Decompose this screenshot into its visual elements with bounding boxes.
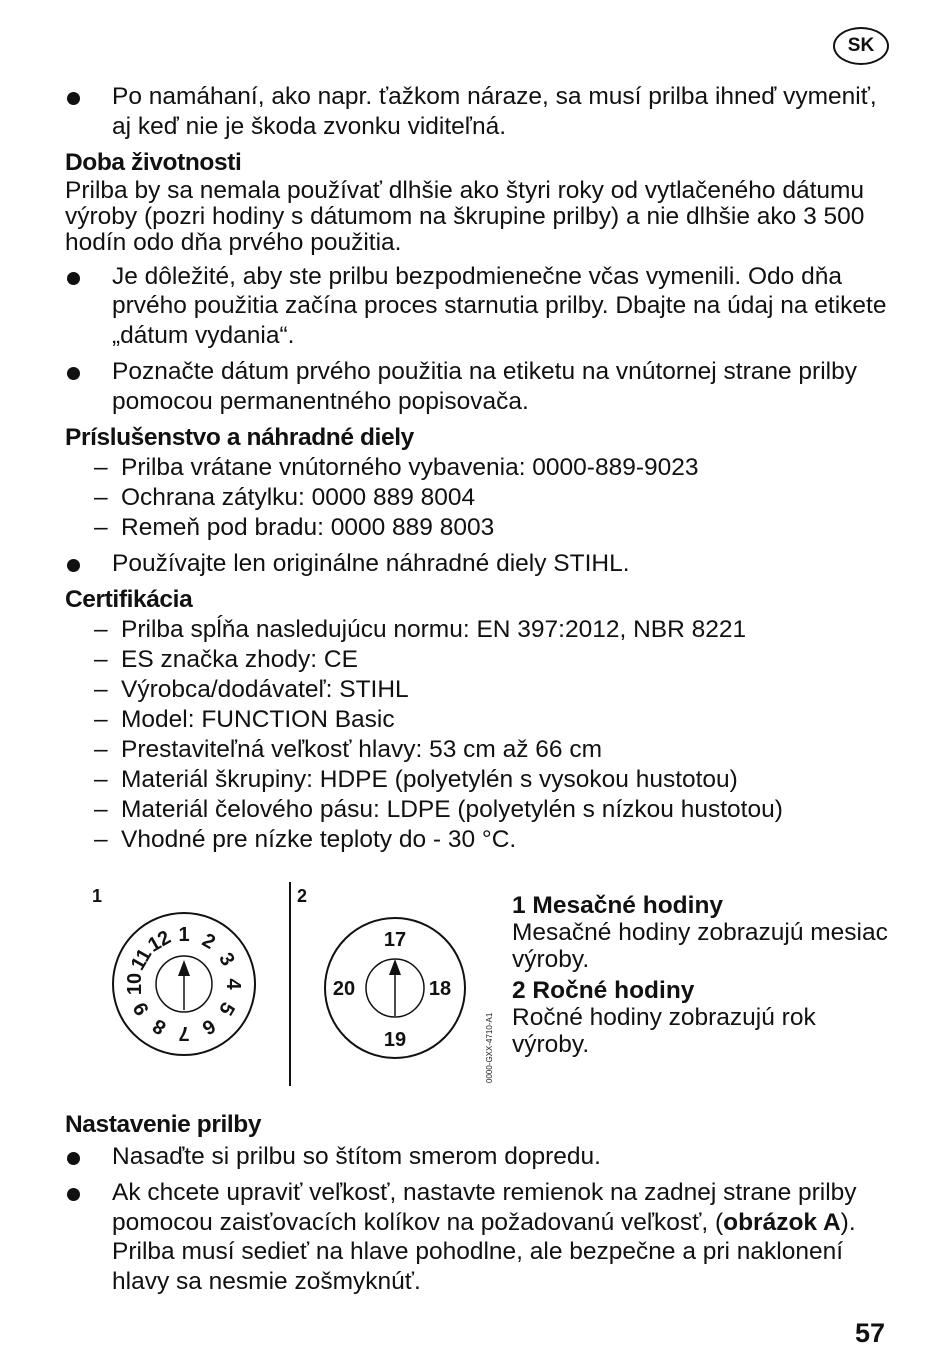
figure-divider <box>289 882 291 1086</box>
date-clock-figure <box>65 878 895 1093</box>
month-dial-number: 3 <box>214 949 239 970</box>
year-dial-number: 17 <box>383 929 407 951</box>
month-clock-dial <box>110 910 258 1058</box>
bullet-lifetime-1: Je dôležité, aby ste prilbu bezpodmienečne včas vymenili. Odo dňa prvého použitia začína proces starnutia prilby. Dbajte na údaj na etikete „dátum vydania“. <box>65 262 895 351</box>
year-dial-number: 20 <box>332 978 356 1000</box>
page-number: 57 <box>855 1318 886 1348</box>
heading-adjust: Nastavenie prilby <box>65 1111 262 1138</box>
main-content <box>65 82 895 855</box>
figure-reference: obrázok A <box>723 1208 841 1236</box>
month-dial-number: 1 <box>178 924 190 946</box>
figure-code: 0000-GXX-4710-A1 <box>485 1012 494 1083</box>
year-dial-number: 19 <box>383 1029 407 1051</box>
month-dial-number: 11 <box>126 944 157 975</box>
heading-lifetime: Doba životnosti <box>65 149 242 176</box>
bullet-adjust-1: Nasaďte si prilbu so štítom smerom dopredu. <box>65 1142 895 1172</box>
caption-title-month: 1 Mesačné hodiny <box>512 892 724 919</box>
cert-item: – Model: FUNCTION Basic <box>65 705 895 735</box>
figure-caption <box>512 892 892 1062</box>
month-dial-number: 5 <box>214 998 239 1019</box>
cert-item: – ES značka zhody: CE <box>65 645 895 675</box>
bullet-replace-after-impact: Po namáhaní, ako napr. ťažkom náraze, sa musí prilba ihneď vymeniť, aj keď nie je škoda zvonku viditeľná. <box>65 82 895 141</box>
adjust-section <box>65 1110 895 1303</box>
arrow-up-icon <box>178 960 190 976</box>
cert-item: – Materiál škrupiny: HDPE (polyetylén s vysokou hustotou) <box>65 765 895 795</box>
caption-text-year: Ročné hodiny zobrazujú rok výroby. <box>512 1004 816 1058</box>
cert-item: – Výrobca/dodávateľ: STIHL <box>65 675 895 705</box>
cert-item: – Prestaviteľná veľkosť hlavy: 53 cm až 66 cm <box>65 735 895 765</box>
month-dial-number: 7 <box>178 1022 190 1044</box>
lifetime-text: Prilba by sa nemala používať dlhšie ako štyri roky od vytlačeného dátumu výroby (pozri hodiny s dátumom na škrupine prilby) a nie dlhšie ako 3 500 hodín odo dňa prvého použitia. <box>65 176 865 256</box>
bullet-adjust-2 <box>65 1178 895 1296</box>
bullet-lifetime-2: Poznačte dátum prvého použitia na etiketu na vnútornej strane prilby pomocou permanentného popisovača. <box>65 357 895 416</box>
caption-text-month: Mesačné hodiny zobrazujú mesiac výroby. <box>512 919 888 973</box>
month-dial-number: 10 <box>124 972 146 996</box>
caption-title-year: 2 Ročné hodiny <box>512 977 695 1004</box>
heading-accessories: Príslušenstvo a náhradné diely <box>65 424 414 451</box>
month-dial-number: 12 <box>144 926 175 957</box>
month-dial-number: 6 <box>198 1014 219 1039</box>
cert-item: – Vhodné pre nízke teploty do - 30 °C. <box>65 825 895 855</box>
year-clock-dial <box>323 916 467 1060</box>
figure-label-2: 2 <box>297 886 308 906</box>
month-dial-number: 4 <box>222 978 244 990</box>
year-dial-number: 18 <box>428 978 452 1000</box>
arrow-up-icon <box>389 959 401 975</box>
accessory-item: – Ochrana zátylku: 0000 889 8004 <box>65 483 895 513</box>
language-badge: SK <box>833 27 889 65</box>
heading-certification: Certifikácia <box>65 586 193 613</box>
adjust-text-before: Ak chcete upraviť veľkosť, nastavte remienok na zadnej strane prilby pomocou zaisťovacích kolíkov na požadovanú veľkosť, ( <box>112 1179 857 1236</box>
month-dial-number: 2 <box>198 929 219 954</box>
month-dial-number: 9 <box>129 998 154 1019</box>
month-dial-number: 8 <box>149 1014 170 1039</box>
bullet-original-parts: Používajte len originálne náhradné diely STIHL. <box>65 549 895 579</box>
adjust-text-after: ). Prilba musí sedieť na hlave pohodlne, ale bezpečne a pri naklonení hlavy sa nesmie zošmyknúť. <box>112 1208 856 1295</box>
cert-item: – Prilba spĺňa nasledujúcu normu: EN 397:2012, NBR 8221 <box>65 615 895 645</box>
accessory-item: – Remeň pod bradu: 0000 889 8003 <box>65 513 895 543</box>
accessory-item: – Prilba vrátane vnútorného vybavenia: 0000-889-9023 <box>65 453 895 483</box>
figure-label-1: 1 <box>92 886 103 906</box>
cert-item: – Materiál čelového pásu: LDPE (polyetylén s nízkou hustotou) <box>65 795 895 825</box>
